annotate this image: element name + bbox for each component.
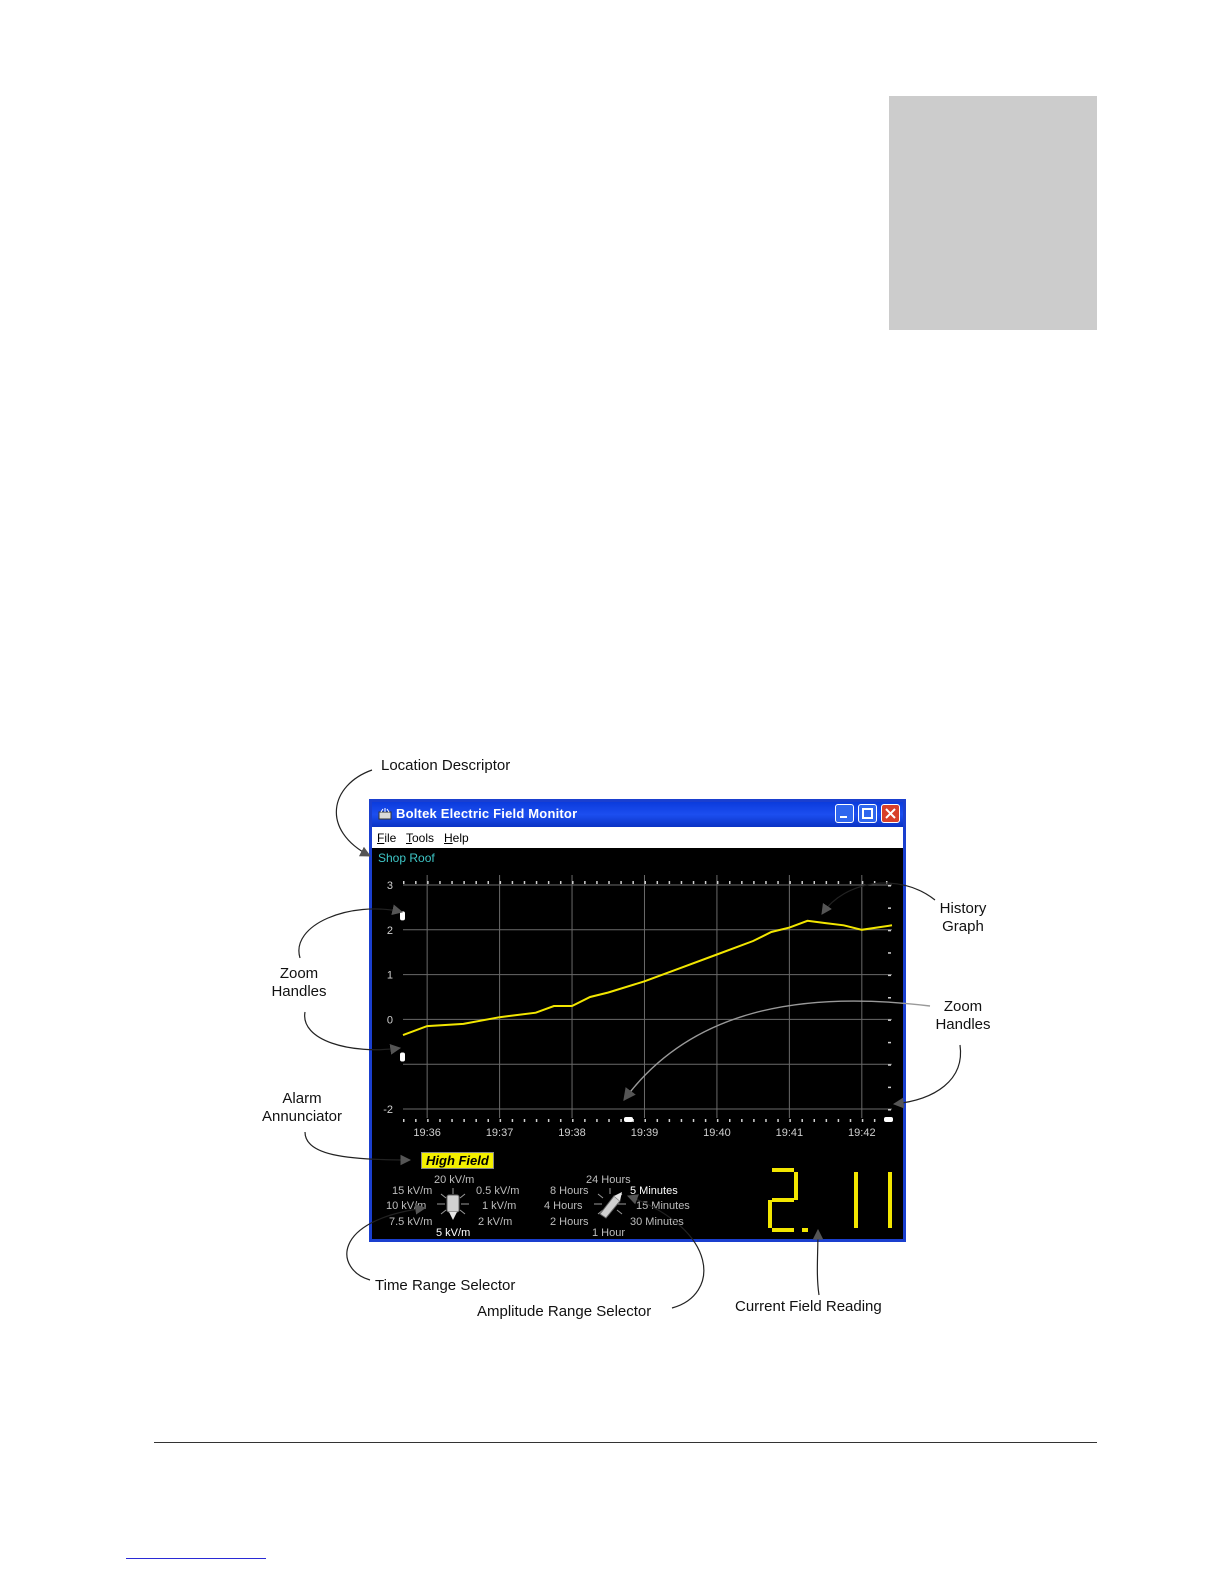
time-option-selected[interactable]: 5 Minutes bbox=[630, 1185, 678, 1197]
callout-history-graph: History Graph bbox=[939, 900, 987, 935]
y-tick-label: 3 bbox=[386, 880, 393, 892]
time-option[interactable]: 1 Hour bbox=[592, 1227, 626, 1239]
amp-option[interactable]: 7.5 kV/m bbox=[389, 1216, 433, 1228]
callout-zoom-handles-left: Zoom Handles bbox=[271, 965, 327, 1000]
alarm-annunciator: High Field bbox=[421, 1152, 494, 1169]
arrow-alarm bbox=[305, 1132, 410, 1160]
footer-rule bbox=[154, 1442, 1097, 1443]
amp-option[interactable]: 20 kV/m bbox=[434, 1174, 475, 1186]
arrow-reading bbox=[817, 1230, 819, 1295]
arrow-zoom-lower bbox=[305, 1012, 400, 1050]
time-option[interactable]: 24 Hours bbox=[586, 1174, 631, 1186]
callout-time-range-selector: Time Range Selector bbox=[375, 1277, 516, 1294]
arrow-zoom-bottom bbox=[624, 1001, 930, 1100]
x-tick-label: 19:38 bbox=[558, 1127, 586, 1139]
arrow-location bbox=[336, 770, 372, 856]
amp-option[interactable]: 1 kV/m bbox=[482, 1200, 517, 1212]
amp-option[interactable]: 15 kV/m bbox=[392, 1185, 433, 1197]
time-option[interactable]: 2 Hours bbox=[550, 1216, 589, 1228]
amp-option-selected[interactable]: 5 kV/m bbox=[436, 1227, 471, 1239]
y-tick-label: 1 bbox=[386, 969, 393, 982]
time-option[interactable]: 8 Hours bbox=[550, 1185, 589, 1197]
arrow-zoom-upper bbox=[299, 909, 402, 958]
callout-alarm-annunciator: Alarm Annunciator bbox=[261, 1090, 343, 1125]
x-tick-label: 19:42 bbox=[848, 1127, 876, 1139]
arrow-zoom-right bbox=[894, 1045, 961, 1104]
callout-current-field-reading: Current Field Reading bbox=[735, 1298, 882, 1315]
time-option[interactable]: 4 Hours bbox=[544, 1200, 583, 1212]
arrow-amplitude-selector bbox=[628, 1196, 704, 1308]
callout-amplitude-range-selector: Amplitude Range Selector bbox=[477, 1303, 652, 1320]
x-tick-label: 19:40 bbox=[703, 1127, 731, 1139]
y-tick-label: 0 bbox=[386, 1014, 393, 1027]
x-tick-label: 19:39 bbox=[630, 1127, 659, 1139]
location-descriptor: Shop Roof bbox=[378, 851, 435, 865]
menu-file[interactable]: File bbox=[377, 831, 397, 845]
window-title: Boltek Electric Field Monitor bbox=[396, 806, 578, 821]
y-tick-label: -2 bbox=[383, 1104, 393, 1117]
arrow-history bbox=[822, 883, 935, 914]
y-tick-label: 2 bbox=[386, 924, 393, 937]
amp-option[interactable]: 2 kV/m bbox=[478, 1216, 513, 1228]
time-option[interactable]: 30 Minutes bbox=[630, 1216, 684, 1228]
menu-help[interactable]: Help bbox=[444, 831, 469, 845]
menu-tools[interactable]: Tools bbox=[406, 831, 435, 845]
callout-zoom-handles-right: Zoom Handles bbox=[935, 998, 991, 1033]
amp-option[interactable]: 10 kV/m bbox=[386, 1200, 427, 1212]
arrow-time-selector bbox=[347, 1208, 425, 1280]
x-tick-label: 19:41 bbox=[775, 1127, 804, 1139]
footer-link-line bbox=[126, 1558, 266, 1559]
time-option[interactable]: 15 Minutes bbox=[636, 1200, 690, 1212]
x-tick-label: 19:37 bbox=[485, 1127, 514, 1139]
x-tick-label: 19:36 bbox=[413, 1127, 441, 1139]
amp-option[interactable]: 0.5 kV/m bbox=[476, 1185, 520, 1197]
callout-location-descriptor: Location Descriptor bbox=[381, 757, 511, 774]
